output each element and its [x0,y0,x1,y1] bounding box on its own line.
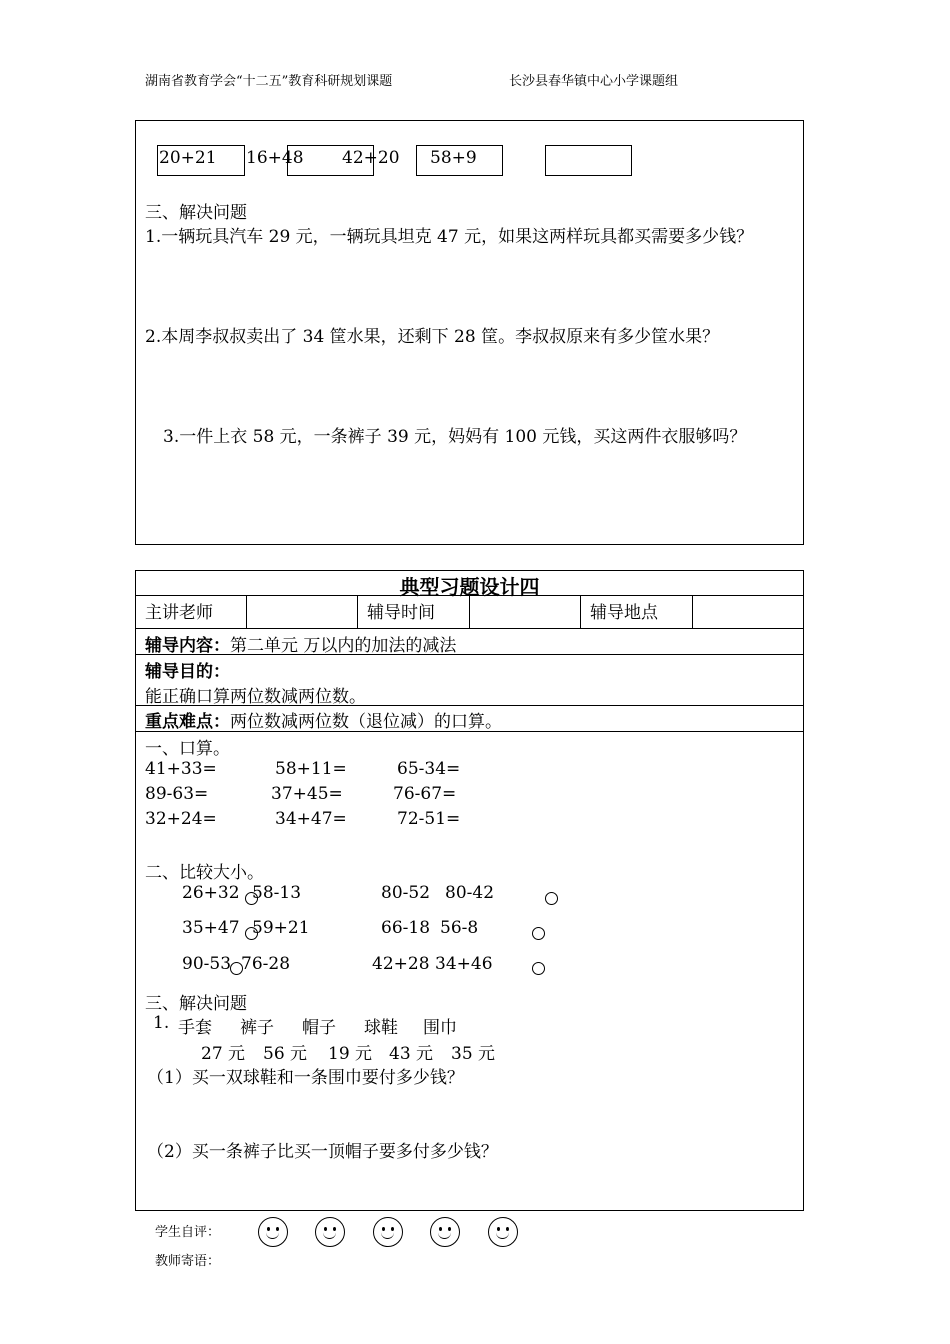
smiley-icon[interactable] [258,1217,288,1247]
oral-2-2: 37+45= [271,784,343,804]
oral-3-1: 32+24= [145,809,217,829]
col-divider [357,595,358,628]
item-hat: 帽子 [302,1018,336,1038]
solve-heading: 三、解决问题 [145,994,247,1014]
price-shoes: 43 元 [389,1044,434,1064]
row-divider [135,654,804,655]
question-1: （1）买一双球鞋和一条围巾要付多少钱？ [147,1068,464,1088]
key-label: 重点难点： [145,712,230,732]
place-label: 辅导地点 [590,603,658,623]
content-label: 辅导内容： [145,636,230,656]
oral-3-3: 72-51= [397,809,461,829]
question-2: （2）买一条裤子比买一顶帽子要多付多少钱？ [147,1142,498,1162]
top-problem-1: 1.一辆玩具汽车 29 元，一辆玩具坦克 47 元，如果这两样玩具都买需要多少钱？ [145,227,754,247]
time-label: 辅导时间 [367,603,435,623]
smiley-icon[interactable] [430,1217,460,1247]
price-scarf: 35 元 [451,1044,496,1064]
smiley-icon[interactable] [488,1217,518,1247]
oral-3-2: 34+47= [275,809,347,829]
item-pants: 裤子 [240,1018,274,1038]
compare-2-d: 56-8 [440,918,479,938]
compare-circle[interactable] [532,962,545,975]
compare-circle[interactable] [545,892,558,905]
compare-1-a: 26+32 [182,883,240,903]
top-problem-3: 3.一件上衣 58 元，一条裤子 39 元，妈妈有 100 元钱，买这两件衣服够吗？ [163,427,747,447]
compare-3-b: 76-28 [241,954,291,974]
item-gloves: 手套 [178,1018,212,1038]
col-divider [246,595,247,628]
key-value: 两位数减两位数（退位减）的口算。 [230,712,502,732]
expr-3: 42+20 [342,148,400,168]
answer-box-4 [545,145,632,176]
compare-heading: 二、比较大小。 [145,863,264,883]
goal-label: 辅导目的： [145,662,230,682]
goal-value: 能正确口算两位数减两位数。 [145,687,366,707]
oral-1-1: 41+33= [145,759,217,779]
row-divider [135,731,804,732]
expr-1: 20+21 [159,148,217,168]
compare-1-b: 58-13 [252,883,302,903]
smiley-icon[interactable] [315,1217,345,1247]
header-left: 湖南省教育学会“十二五”教育科研规划课题 [145,74,393,89]
top-problem-2: 2.本周李叔叔卖出了 34 筐水果，还剩下 28 筐。李叔叔原来有多少筐水果？ [145,327,720,347]
top-problems-heading: 三、解决问题 [145,203,247,223]
smiley-icon[interactable] [373,1217,403,1247]
oral-2-1: 89-63= [145,784,209,804]
row-divider [135,628,804,629]
price-hat: 19 元 [328,1044,373,1064]
compare-2-a: 35+47 [182,918,240,938]
compare-3-a: 90-53 [182,954,232,974]
item-scarf: 围巾 [423,1018,457,1038]
col-divider [580,595,581,628]
compare-circle[interactable] [532,927,545,940]
compare-2-c: 66-18 [381,918,431,938]
item-shoes: 球鞋 [364,1018,398,1038]
teacher-label: 主讲老师 [145,603,213,623]
col-divider [469,595,470,628]
items-number: 1. [153,1013,170,1033]
self-eval-label: 学生自评： [155,1225,221,1240]
compare-2-b: 59+21 [252,918,310,938]
compare-3-c: 42+28 [372,954,430,974]
content-row [145,631,456,656]
price-gloves: 27 元 [201,1044,246,1064]
compare-3-d: 34+46 [435,954,493,974]
row-divider [135,705,804,706]
header-right: 长沙县春华镇中心小学课题组 [509,74,679,89]
expr-2: 16+48 [246,148,304,168]
content-value: 第二单元 万以内的加法的减法 [230,636,457,656]
oral-1-2: 58+11= [275,759,347,779]
expr-4: 58+9 [430,148,477,168]
price-pants: 56 元 [263,1044,308,1064]
oral-1-3: 65-34= [397,759,461,779]
compare-1-d: 80-42 [445,883,495,903]
col-divider [692,595,693,628]
key-row [145,707,502,732]
oral-heading: 一、口算。 [145,739,230,759]
form-title: 典型习题设计四 [399,575,540,599]
teacher-note-label: 教师寄语： [155,1254,221,1269]
compare-1-c: 80-52 [381,883,431,903]
oral-2-3: 76-67= [393,784,457,804]
